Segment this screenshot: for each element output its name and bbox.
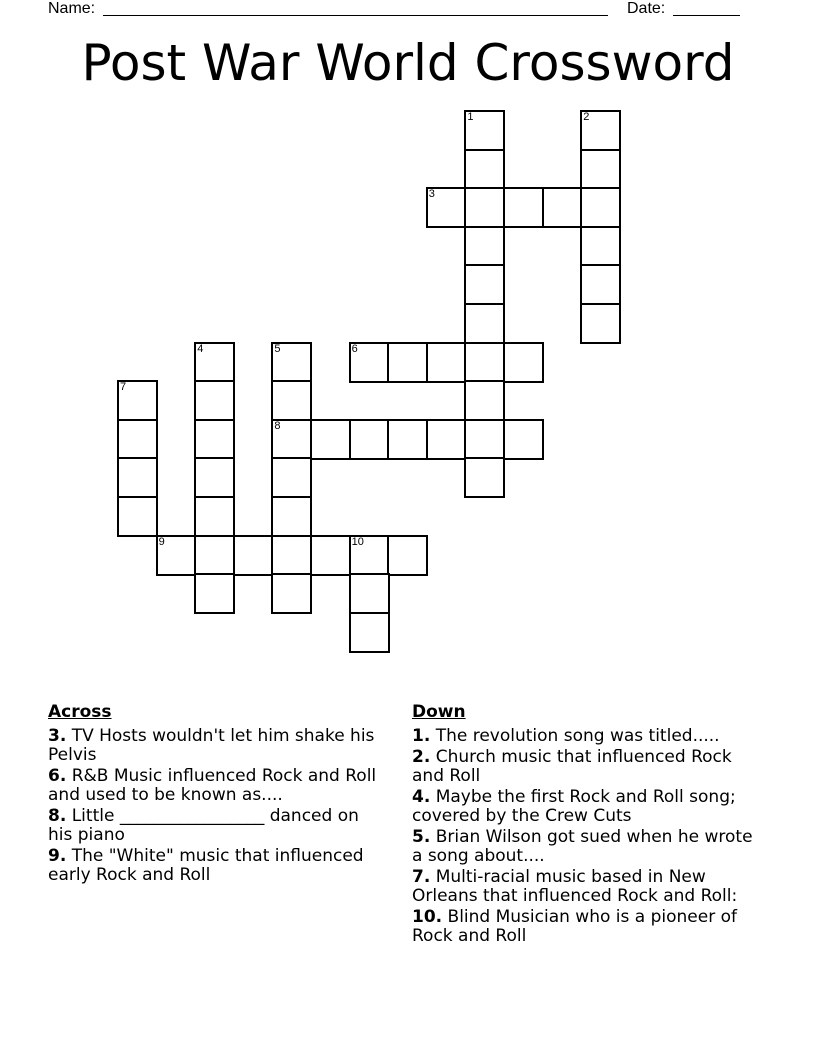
- grid-cell[interactable]: [580, 264, 621, 305]
- clue-text: Multi-racial music based in New Orleans that influenced Rock and Roll:: [412, 867, 738, 906]
- grid-cell[interactable]: [194, 342, 235, 383]
- grid-cell[interactable]: [271, 535, 312, 576]
- grid-cell[interactable]: [464, 380, 505, 421]
- grid-cell[interactable]: [194, 535, 235, 576]
- grid-cell[interactable]: [349, 573, 390, 614]
- grid-cell[interactable]: [503, 419, 544, 460]
- grid-cell[interactable]: [271, 496, 312, 537]
- grid-cell[interactable]: [194, 496, 235, 537]
- clue-down-5: [412, 828, 762, 866]
- grid-cell[interactable]: [156, 535, 197, 576]
- cell-number: 6: [351, 342, 358, 355]
- down-heading: Down: [412, 702, 466, 722]
- grid-cell[interactable]: [387, 535, 428, 576]
- cell-number: 9: [158, 535, 165, 548]
- grid-cell[interactable]: [271, 380, 312, 421]
- grid-cell[interactable]: [387, 419, 428, 460]
- grid-cell[interactable]: [387, 342, 428, 383]
- clue-text: Little _________________ danced on his piano: [48, 806, 359, 845]
- clue-text: Maybe the first Rock and Roll song; covered by the Crew Cuts: [412, 787, 736, 826]
- clue-number: 8.: [48, 806, 67, 826]
- clue-number: 10.: [412, 907, 443, 927]
- grid-cell[interactable]: [194, 573, 235, 614]
- grid-cell[interactable]: [426, 187, 467, 228]
- grid-cell[interactable]: [580, 303, 621, 344]
- clue-across-9: [48, 847, 388, 885]
- clue-number: 1.: [412, 726, 431, 746]
- grid-cell[interactable]: [194, 419, 235, 460]
- cell-number: 1: [467, 111, 474, 123]
- clue-number: 5.: [412, 827, 431, 847]
- grid-cell[interactable]: [271, 342, 312, 383]
- clue-text: Church music that influenced Rock and Roll: [412, 747, 732, 786]
- clue-down-2: [412, 748, 762, 786]
- grid-cell[interactable]: [464, 226, 505, 267]
- grid-cell[interactable]: [503, 187, 544, 228]
- across-heading: Across: [48, 702, 112, 722]
- grid-cell[interactable]: [464, 187, 505, 228]
- grid-cell[interactable]: [580, 226, 621, 267]
- grid-cell[interactable]: [117, 380, 158, 421]
- cell-number: 5: [274, 342, 281, 355]
- across-clues: [48, 703, 388, 887]
- grid-cell[interactable]: [464, 264, 505, 305]
- clue-across-6: [48, 767, 388, 805]
- grid-cell[interactable]: [117, 419, 158, 460]
- grid-cell[interactable]: [464, 457, 505, 498]
- grid-cell[interactable]: [464, 303, 505, 344]
- clue-number: 3.: [48, 726, 67, 746]
- clue-number: 9.: [48, 846, 67, 866]
- clue-number: 2.: [412, 747, 431, 767]
- down-clues: [412, 703, 762, 948]
- grid-cell[interactable]: [271, 457, 312, 498]
- clue-across-8: [48, 807, 388, 845]
- clue-number: 4.: [412, 787, 431, 807]
- grid-cell[interactable]: [542, 187, 583, 228]
- grid-cell[interactable]: [349, 612, 390, 653]
- cell-number: 7: [120, 381, 127, 394]
- grid-cell[interactable]: [117, 457, 158, 498]
- grid-cell[interactable]: [194, 380, 235, 421]
- grid-cell[interactable]: [580, 110, 621, 151]
- grid-cell[interactable]: [271, 419, 312, 460]
- clue-down-10: [412, 908, 762, 946]
- grid-cell[interactable]: [310, 535, 351, 576]
- cell-number: 4: [197, 342, 204, 355]
- cell-number: 8: [274, 419, 281, 432]
- cell-number: 10: [351, 535, 364, 548]
- clue-text: TV Hosts wouldn't let him shake his Pelvis: [48, 726, 375, 765]
- grid-cell[interactable]: [349, 419, 390, 460]
- grid-cell[interactable]: [426, 342, 467, 383]
- cell-number: 2: [583, 111, 590, 123]
- grid-cell[interactable]: [464, 419, 505, 460]
- clue-number: 6.: [48, 766, 67, 786]
- clue-down-4: [412, 788, 762, 826]
- cell-number: 3: [428, 188, 435, 201]
- grid-cell[interactable]: [271, 573, 312, 614]
- clue-down-1: [412, 727, 762, 746]
- grid-cell[interactable]: [503, 342, 544, 383]
- grid-cell[interactable]: [464, 110, 505, 151]
- grid-cell[interactable]: [233, 535, 274, 576]
- clue-down-7: [412, 868, 762, 906]
- grid-cell[interactable]: [310, 419, 351, 460]
- clue-text: Brian Wilson got sued when he wrote a song about....: [412, 827, 753, 866]
- grid-cell[interactable]: [349, 342, 390, 383]
- page-title: Post War World Crossword: [81, 34, 735, 92]
- grid-cell[interactable]: [464, 342, 505, 383]
- clue-text: R&B Music influenced Rock and Roll and used to be known as....: [48, 766, 377, 805]
- grid-cell[interactable]: [580, 187, 621, 228]
- clue-across-3: [48, 727, 388, 765]
- grid-cell[interactable]: [580, 149, 621, 190]
- grid-cell[interactable]: [117, 496, 158, 537]
- grid-cell[interactable]: [349, 535, 390, 576]
- clue-text: Blind Musician who is a pioneer of Rock and Roll: [412, 907, 737, 946]
- grid-cell[interactable]: [194, 457, 235, 498]
- clue-text: The "White" music that influenced early Rock and Roll: [48, 846, 364, 885]
- grid-cell[interactable]: [464, 149, 505, 190]
- clue-number: 7.: [412, 867, 431, 887]
- grid-cell[interactable]: [426, 419, 467, 460]
- clue-text: The revolution song was titled.....: [435, 726, 720, 746]
- name-label: Name:: [48, 0, 96, 17]
- date-label: Date:: [627, 0, 666, 17]
